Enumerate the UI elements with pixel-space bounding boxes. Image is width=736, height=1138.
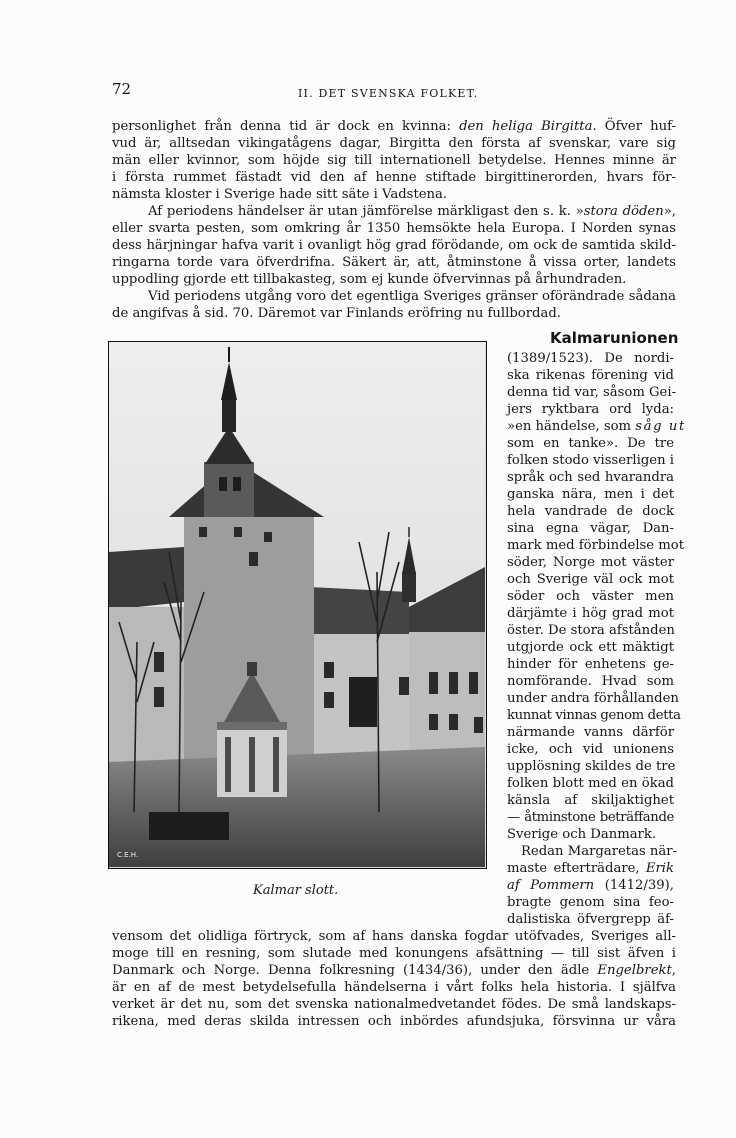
text-line: Sverige och Danmark. [507, 827, 657, 842]
text-line: mark med förbindelse mot [507, 538, 685, 553]
text-line: folken stodo visserligen i [507, 453, 674, 468]
text-line: Af periodens händelser är utan jämförelse märkligast den s. k. »stora döden», [148, 204, 676, 219]
text-line: närmande vanns därför [507, 725, 674, 740]
page-number: 72 [112, 80, 132, 98]
text-line: utgjorde ock ett mäktigt [507, 640, 674, 655]
text-line: folken blott med en ökad [507, 776, 674, 791]
text-line: »en händelse, som såg ut [507, 419, 686, 434]
text-line: vud är, alltsedan vikingatågens dagar, Birgitta den första af svenskar, vare sig [112, 136, 676, 151]
text-line: män eller kvinnor, som höjde sig till internationell betydelse. Hennes minne är [112, 153, 676, 168]
text-line: öster. De stora afstånden [507, 623, 675, 638]
text-line: — åtminstone beträffande [507, 810, 674, 825]
text-line: hela vandrade de dock [507, 504, 674, 519]
text-line: känsla af skiljaktighet [507, 793, 674, 808]
text-line: de angifvas å sid. 70. Däremot var Finlands eröfring nu fullbordad. [112, 306, 561, 321]
text-line: hinder för enhetens ge- [507, 657, 674, 672]
text-line: Redan Margaretas när- [521, 844, 678, 859]
section-heading: Kalmarunionen [550, 329, 679, 347]
castle-photograph [108, 341, 487, 869]
figure-caption: Kalmar slott. [253, 883, 339, 898]
text-line: maste efterträdare, Erik [507, 861, 674, 876]
kalmar-castle-illustration [109, 342, 485, 867]
text-line: är en af de mest betydelsefulla händelserna i vårt folks hela historia. I själfva [112, 980, 676, 995]
text-line: ringarna torde vara öfverdrifna. Säkert är, att, åtminstone å vissa orter, landets [112, 255, 676, 270]
text-line: söder, Norge mot väster [507, 555, 674, 570]
text-line: icke, och vid unionens [507, 742, 674, 757]
text-line: upplösning skildes de tre [507, 759, 676, 774]
text-line: eller svarta pesten, som omkring år 1350 hemsökte hela Europa. I Norden synas [112, 221, 676, 236]
text-line: Vid periodens utgång voro det egentliga Sveriges gränser oförändrade sådana [148, 289, 676, 304]
text-line: vensom det olidliga förtryck, som af hans danska fogdar utöfvades, Sveriges all- [112, 929, 676, 944]
text-line: uppodling gjorde ett tillbakasteg, som ej kunde öfvervinnas på århundraden. [112, 272, 627, 287]
text-line: sina egna vägar, Dan- [507, 521, 674, 536]
text-line: söder och väster men [507, 589, 674, 604]
text-line: moge till en resning, som slutade med konungens afsättning — till sist äfven i [112, 946, 676, 961]
text-line: denna tid var, såsom Gei- [507, 385, 677, 400]
text-line: Danmark och Norge. Denna folkresning (1434/36), under den ädle Engelbrekt, [112, 963, 676, 978]
text-line: verket är det nu, som det svenska nationalmedvetandet födes. De små landskaps- [112, 997, 676, 1012]
text-line: och Sverige väl ock mot [507, 572, 674, 587]
text-line: ska rikenas förening vid [507, 368, 674, 383]
text-line: (1389/1523). De nordi- [507, 351, 674, 366]
text-line: som en tanke». De tre [507, 436, 674, 451]
text-line: af Pommern (1412/39), [507, 878, 674, 893]
running-title: II. DET SVENSKA FOLKET. [298, 87, 479, 100]
text-line: bragte genom sina feo- [507, 895, 674, 910]
text-line: kunnat vinnas genom detta [507, 708, 681, 723]
text-line: språk och sed hvarandra [507, 470, 674, 485]
text-line: i första rummet fästadt vid den af henne stiftade birgittinerorden, hvars för- [112, 170, 676, 185]
text-line: nämsta kloster i Sverige hade sitt säte i Vadstena. [112, 187, 448, 202]
text-line: personlighet från denna tid är dock en kvinna: den heliga Birgitta. Öfver huf- [112, 119, 676, 134]
text-line: jers ryktbara ord lyda: [507, 402, 674, 417]
text-line: ganska nära, men i det [507, 487, 674, 502]
text-line: dalistiska öfvergrepp äf- [507, 912, 674, 927]
text-line: därjämte i hög grad mot [507, 606, 674, 621]
text-line: under andra förhållanden [507, 691, 679, 706]
text-line: rikena, med deras skilda intressen och inbördes afundsjuka, försvinna ur våra [112, 1014, 676, 1029]
text-line: nomförande. Hvad som [507, 674, 674, 689]
text-line: dess härjningar hafva varit i ovanligt hög grad förödande, om ock de samtida skild- [112, 238, 676, 253]
photographer-signature: C.E.H. [117, 851, 139, 859]
